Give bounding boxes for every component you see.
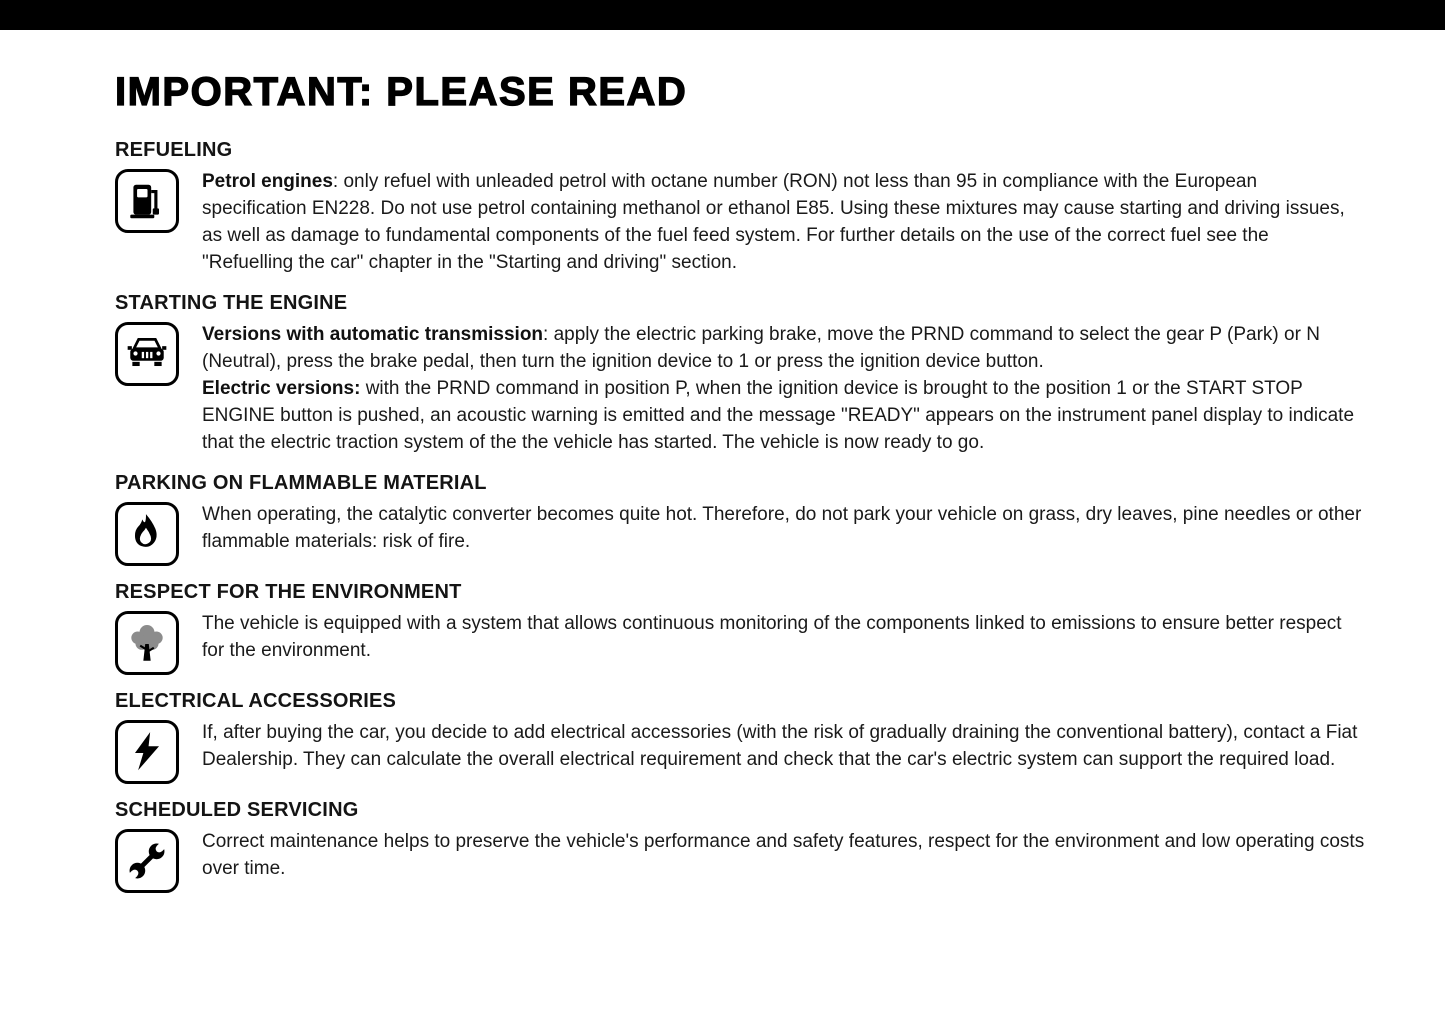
page-title: IMPORTANT: PLEASE READ — [115, 70, 688, 114]
top-bar — [0, 0, 1445, 30]
section-paragraph: When operating, the catalytic converter becomes quite hot. Therefore, do not park your vehicle on grass, dry leaves, pine needles or other flammable materials: risk of fire. — [202, 503, 1362, 552]
section-respect-for-the-environment — [115, 581, 1365, 675]
section-heading: ELECTRICAL ACCESSORIES — [115, 689, 397, 712]
manual-page — [0, 30, 1445, 893]
tree-icon — [115, 611, 179, 675]
section-text — [202, 502, 1365, 556]
section-heading: REFUELING — [115, 139, 233, 161]
section-paragraph: Versions with automatic transmission: apply the electric parking brake, move the PRND command to select the gear P (Park) or N (Neutral), press the brake pedal, then turn the ignition device to 1 or press the ignition device button. — [202, 323, 1320, 372]
lightning-bolt-icon — [115, 720, 179, 784]
section-refueling — [115, 139, 1365, 277]
section-paragraph: Petrol engines: only refuel with unleaded petrol with octane number (RON) not less than 95 in compliance with the European specification EN228. Do not use petrol containing methanol or ethanol E85. Using these mixtures may cause starting and driving issues, as well as damage to fundamental components of the fuel feed system. For further details on the use of the correct fuel see the "Refuelling the car" chapter in the "Starting and driving" section. — [202, 171, 1345, 273]
section-text — [202, 720, 1365, 774]
section-text — [202, 169, 1365, 277]
section-paragraph: Electric versions: with the PRND command in position P, when the ignition device is brought to the position 1 or the START STOP ENGINE button is pushed, an acoustic warning is emitted and the message "READY" appears on the instrument panel display to indicate that the electric traction system of the the vehicle has started. The vehicle is now ready to go. — [202, 377, 1355, 453]
section-electrical-accessories — [115, 690, 1365, 784]
section-paragraph: Correct maintenance helps to preserve the vehicle's performance and safety features, respect for the environment and low operating costs over time. — [202, 830, 1365, 879]
section-heading: PARKING ON FLAMMABLE MATERIAL — [115, 471, 487, 494]
section-text — [202, 829, 1365, 883]
section-text — [202, 611, 1365, 665]
section-text — [202, 322, 1365, 457]
section-parking-on-flammable-material — [115, 472, 1365, 566]
flame-icon — [115, 502, 179, 566]
section-paragraph: If, after buying the car, you decide to add electrical accessories (with the risk of gradually draining the conventional battery), contact a Fiat Dealership. They can calculate the overall electrical requirement and check that the car's electric system can support the required load. — [202, 721, 1358, 770]
section-heading: SCHEDULED SERVICING — [115, 798, 359, 821]
section-heading: STARTING THE ENGINE — [115, 291, 348, 314]
section-paragraph: The vehicle is equipped with a system that allows continuous monitoring of the components linked to emissions to ensure better respect for the environment. — [202, 612, 1342, 661]
section-starting-the-engine — [115, 292, 1365, 457]
section-scheduled-servicing — [115, 799, 1365, 893]
wrench-icon — [115, 829, 179, 893]
fuel-pump-icon — [115, 169, 179, 233]
car-icon — [115, 322, 179, 386]
section-heading: RESPECT FOR THE ENVIRONMENT — [115, 580, 462, 603]
